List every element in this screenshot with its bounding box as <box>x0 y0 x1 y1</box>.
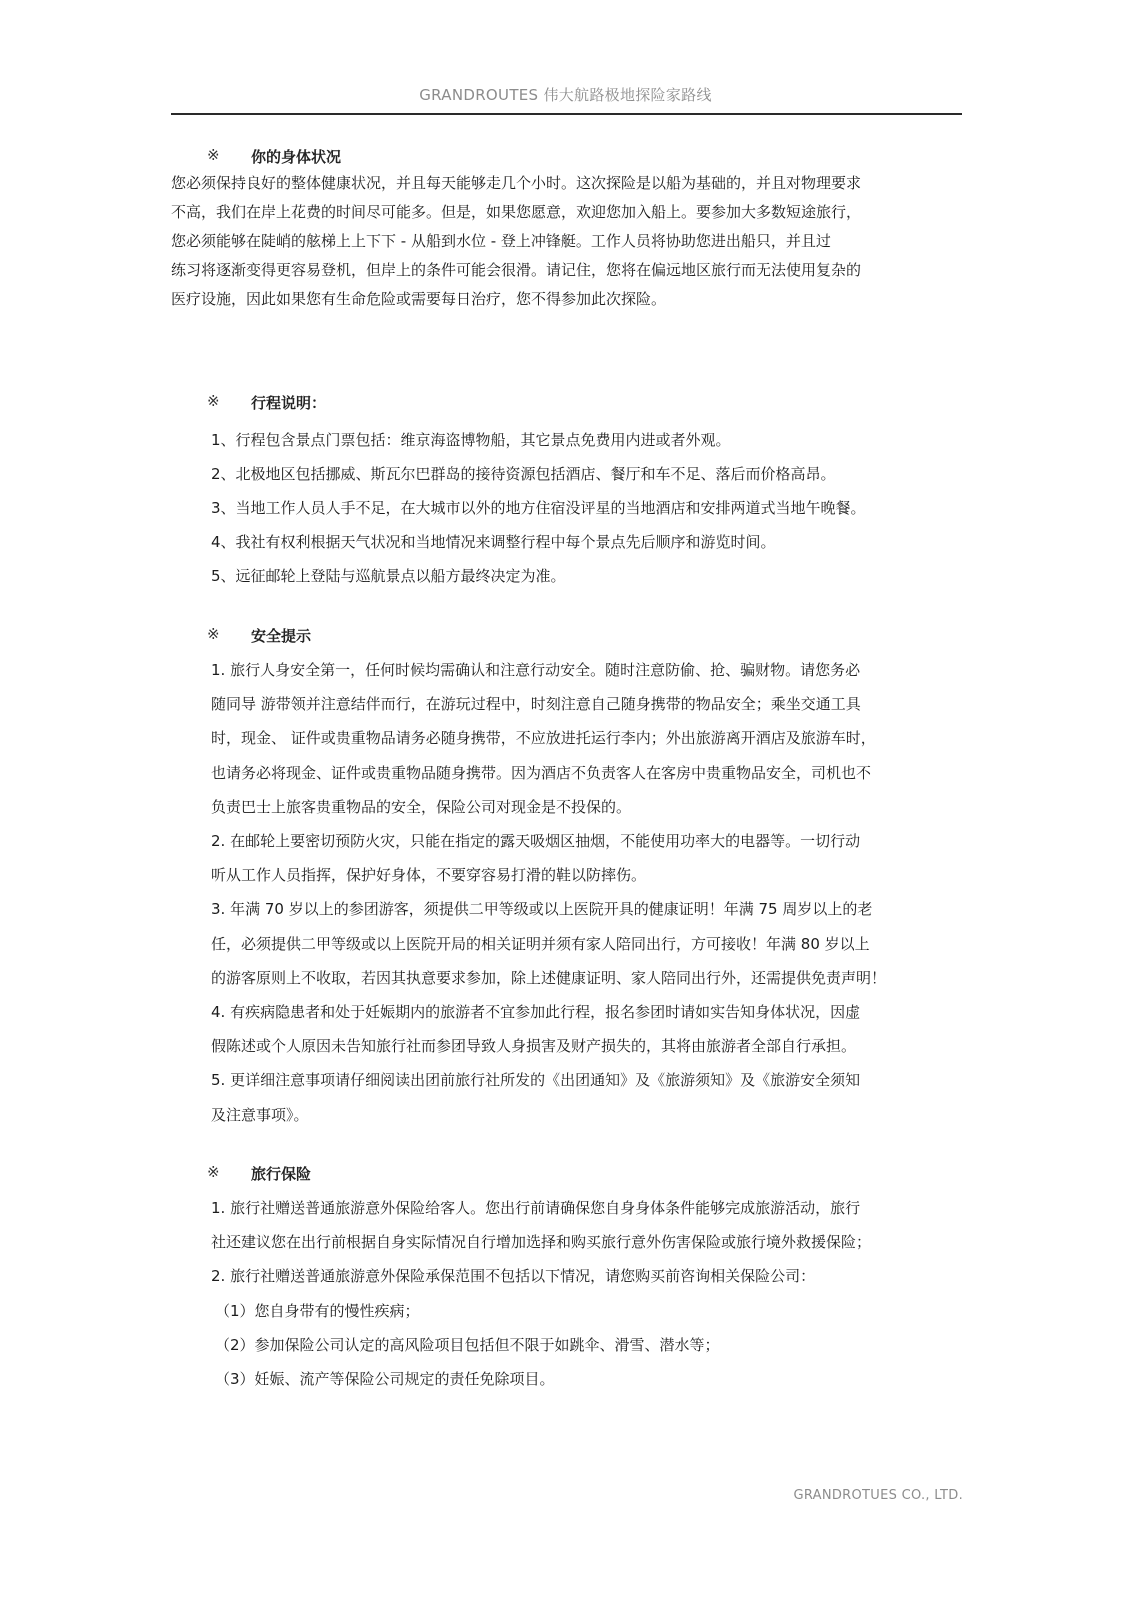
sub-list-item: （2）参加保险公司认定的高风险项目包括但不限于如跳伞、滑雪、潜水等； <box>215 1335 720 1354</box>
header-divider <box>171 113 962 115</box>
list-item: 3、当地工作人员人手不足，在大城市以外的地方住宿没评星的当地酒店和安排两道式当地午晚餐。 <box>211 499 866 517</box>
text-line: 假陈述或个人原因未告知旅行社而参团导致人身损害及财产损失的，其将由旅游者全部自行承担。 <box>211 1037 857 1056</box>
heading-text: 你的身体状况 <box>251 148 342 166</box>
section-physical-condition <box>171 146 963 314</box>
text-line: 不高，我们在岸上花费的时间尽可能多。但是，如果您愿意，欢迎您加入船上。要参加大多数短途旅行， <box>171 203 862 221</box>
section-safety-tips <box>171 625 963 1132</box>
reference-mark-icon: ※ <box>207 625 220 643</box>
heading-text: 旅行保险 <box>251 1165 312 1183</box>
text-line: 4. 有疾病隐患者和处于妊娠期内的旅游者不宜参加此行程，报名参团时请如实告知身体状况，因虚 <box>211 1003 861 1022</box>
list-item: 2、北极地区包括挪威、斯瓦尔巴群岛的接待资源包括酒店、餐厅和车不足、落后而价格高昂。 <box>211 465 836 483</box>
text-line: 1. 旅行人身安全第一，任何时候均需确认和注意行动安全。随时注意防偷、抢、骗财物。请您务必 <box>211 661 861 679</box>
text-line: 您必须能够在陡峭的舷梯上上下下 - 从船到水位 - 登上冲锋艇。工作人员将协助您进出船只，并且过 <box>171 232 831 250</box>
list-item: 1、行程包含景点门票包括：维京海盗博物船，其它景点免费用内进或者外观。 <box>211 431 731 449</box>
section-heading <box>171 625 963 647</box>
reference-mark-icon: ※ <box>207 1163 220 1181</box>
safety-notes <box>171 653 963 1132</box>
text-line: 任，必须提供二甲等级或以上医院开局的相关证明并须有家人陪同出行，方可接收！年满 80 岁以上 <box>211 934 870 953</box>
text-line: 及注意事项》。 <box>211 1105 309 1124</box>
text-line: 社还建议您在出行前根据自身实际情况自行增加选择和购买旅行意外伤害保险或旅行境外救援保险； <box>211 1233 872 1252</box>
list-item: 4、我社有权利根据天气状况和当地情况来调整行程中每个景点先后顺序和游览时间。 <box>211 533 776 551</box>
reference-mark-icon: ※ <box>207 392 220 410</box>
text-line: 练习将逐渐变得更容易登机，但岸上的条件可能会很滑。请记住，您将在偏远地区旅行而无法使用复杂的 <box>171 261 862 279</box>
section-heading <box>171 1163 963 1185</box>
text-line: 5. 更详细注意事项请仔细阅读出团前旅行社所发的《出团通知》及《旅游须知》及《旅游安全须知 <box>211 1071 861 1090</box>
insurance-notes <box>171 1191 963 1396</box>
text-line: 负责巴士上旅客贵重物品的安全，保险公司对现金是不投保的。 <box>211 797 632 816</box>
list-item: 5、远征邮轮上登陆与巡航景点以船方最终决定为准。 <box>211 567 566 585</box>
text-line: 听从工作人员指挥，保护好身体，不要穿容易打滑的鞋以防摔伤。 <box>211 866 647 885</box>
text-line: 的游客原则上不收取，若因其执意要求参加，除上述健康证明、家人陪同出行外，还需提供免责声明！ <box>211 968 887 987</box>
header-title: GRANDROUTES 伟大航路极地探险家路线 <box>419 86 712 104</box>
text-line: 时，现金、 证件或贵重物品请务必随身携带，不应放进托运行李内；外出旅游离开酒店及旅游车时， <box>211 729 876 748</box>
heading-text: 行程说明： <box>251 394 327 412</box>
text-line: 您必须保持良好的整体健康状况，并且每天能够走几个小时。这次探险是以船为基础的，并且对物理要求 <box>171 174 862 192</box>
footer-company-name: GRANDROTUES CO., LTD. <box>793 1488 963 1503</box>
paragraph <box>171 169 963 314</box>
itinerary-list <box>171 423 963 593</box>
sub-list-item: （3）妊娠、流产等保险公司规定的责任免除项目。 <box>215 1369 555 1388</box>
heading-text: 安全提示 <box>251 627 312 645</box>
text-line: 医疗设施，因此如果您有生命危险或需要每日治疗，您不得参加此次探险。 <box>171 290 667 308</box>
text-line: 2. 旅行社赠送普通旅游意外保险承保范围不包括以下情况，请您购买前咨询相关保险公司： <box>211 1267 816 1286</box>
section-heading <box>171 392 963 414</box>
text-line: 3. 年满 70 岁以上的参团游客，须提供二甲等级或以上医院开具的健康证明！年满 75 周岁以上的老 <box>211 900 873 919</box>
section-itinerary-notes <box>171 392 963 593</box>
reference-mark-icon: ※ <box>207 146 220 164</box>
text-line: 2. 在邮轮上要密切预防火灾，只能在指定的露天吸烟区抽烟，不能使用功率大的电器等。一切行动 <box>211 832 861 851</box>
text-line: 随同导 游带领并注意结伴而行，在游玩过程中，时刻注意自己随身携带的物品安全；乘坐交通工具 <box>211 695 861 714</box>
section-heading <box>171 146 963 168</box>
text-line: 1. 旅行社赠送普通旅游意外保险给客人。您出行前请确保您自身身体条件能够完成旅游活动，旅行 <box>211 1199 861 1217</box>
text-line: 也请务必将现金、证件或贵重物品随身携带。因为酒店不负责客人在客房中贵重物品安全，司机也不 <box>211 763 872 782</box>
sub-list-item: （1）您自身带有的慢性疾病； <box>215 1301 420 1320</box>
section-travel-insurance <box>171 1163 963 1396</box>
